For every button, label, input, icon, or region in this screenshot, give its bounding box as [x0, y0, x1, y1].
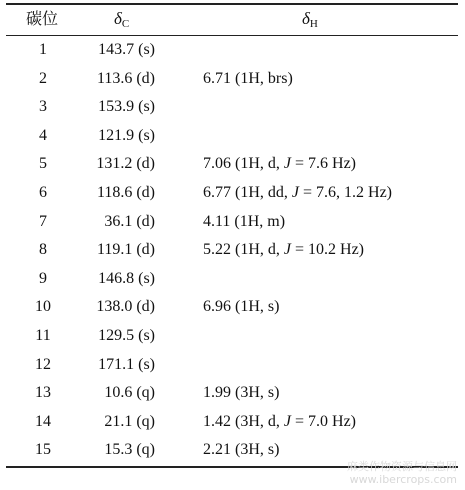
cell-delta-c: 21.1 (q)	[104, 412, 155, 430]
table-row	[6, 93, 458, 121]
cell-position: 9	[39, 269, 47, 287]
cell-delta-h	[203, 179, 392, 207]
header-position: 碳位	[26, 9, 59, 28]
coupling-constant-symbol: J	[283, 241, 291, 259]
cell-delta-c: 146.8 (s)	[98, 269, 155, 287]
cell-position: 14	[35, 412, 51, 430]
table-top-rule	[6, 3, 458, 5]
cell-position: 2	[39, 69, 47, 87]
cell-position: 1	[39, 41, 47, 58]
cell-delta-h: 1.99 (3H, s)	[203, 384, 280, 402]
table-row	[6, 36, 458, 64]
cell-delta-c: 36.1 (d)	[104, 212, 155, 230]
header-delta-h	[302, 8, 318, 35]
cell-delta-h: 4.11 (1H, m)	[203, 212, 286, 230]
cell-delta-c: 118.6 (d)	[96, 184, 155, 201]
cell-delta-c: 10.6 (q)	[104, 384, 155, 402]
cell-position: 15	[35, 441, 51, 459]
cell-position: 3	[39, 98, 47, 116]
cell-delta-c: 121.9 (s)	[98, 126, 155, 144]
header-delta-c-subscript: C	[121, 18, 130, 30]
cell-delta-h-prefix: 6.77 (1H, dd,	[203, 184, 292, 201]
cell-delta-h	[203, 408, 356, 436]
cell-delta-c: 153.9 (s)	[98, 98, 155, 116]
cell-delta-h: 6.96 (1H, s)	[203, 298, 280, 316]
coupling-constant-symbol: J	[283, 155, 291, 173]
header-delta-h-subscript: H	[309, 18, 318, 30]
table-row	[6, 236, 458, 264]
cell-delta-c: 113.6 (d)	[96, 69, 155, 87]
cell-position: 10	[35, 298, 51, 316]
cell-delta-h-prefix: 5.22 (1H, d,	[203, 241, 284, 259]
header-delta-c-symbol: δ	[114, 9, 122, 28]
coupling-constant-symbol: J	[291, 184, 299, 201]
cell-position: 13	[35, 384, 51, 402]
cell-position: 12	[35, 355, 51, 373]
cell-delta-c: 131.2 (d)	[96, 155, 155, 173]
table-row	[6, 122, 458, 150]
table-row	[6, 265, 458, 293]
cell-delta-h-suffix: = 7.6 Hz)	[291, 155, 357, 173]
table-row	[6, 322, 458, 350]
cell-delta-c: 138.0 (d)	[96, 298, 155, 316]
coupling-constant-symbol: J	[283, 412, 291, 430]
table-row	[6, 65, 458, 93]
cell-delta-h: 2.21 (3H, s)	[203, 441, 280, 459]
cell-delta-h	[203, 236, 364, 264]
cell-position: 8	[39, 241, 47, 259]
cell-position: 7	[39, 212, 47, 230]
cell-delta-h	[203, 150, 356, 178]
cell-delta-c: 15.3 (q)	[104, 441, 155, 459]
cell-delta-c: 129.5 (s)	[98, 327, 155, 344]
table-row	[6, 379, 458, 407]
cell-delta-h-suffix: = 7.6, 1.2 Hz)	[299, 184, 393, 201]
watermark-line-2: www.ibercrops.com	[349, 473, 457, 486]
table-row	[6, 408, 458, 436]
watermark	[347, 460, 457, 486]
header-delta-c	[114, 8, 129, 35]
table-row	[6, 351, 458, 379]
cell-delta-c: 171.1 (s)	[98, 355, 155, 373]
cell-delta-h-prefix: 1.42 (3H, d,	[203, 412, 284, 430]
cell-delta-h-suffix: = 10.2 Hz)	[291, 241, 365, 259]
cell-delta-c: 119.1 (d)	[96, 241, 155, 259]
cell-position: 4	[39, 126, 47, 144]
table-row	[6, 150, 458, 178]
cell-delta-c: 143.7 (s)	[98, 41, 155, 58]
table-row	[6, 179, 458, 207]
watermark-line-1: 麻类作物资源与信息网	[347, 460, 457, 473]
header-delta-h-symbol: δ	[302, 9, 310, 28]
cell-delta-h-prefix: 7.06 (1H, d,	[203, 155, 284, 173]
cell-delta-h-suffix: = 7.0 Hz)	[291, 412, 357, 430]
cell-position: 5	[39, 155, 47, 173]
table-row	[6, 208, 458, 236]
cell-position: 6	[39, 184, 47, 201]
cell-delta-h: 6.71 (1H, brs)	[203, 69, 293, 87]
cell-position: 11	[35, 327, 51, 344]
table-row	[6, 293, 458, 321]
